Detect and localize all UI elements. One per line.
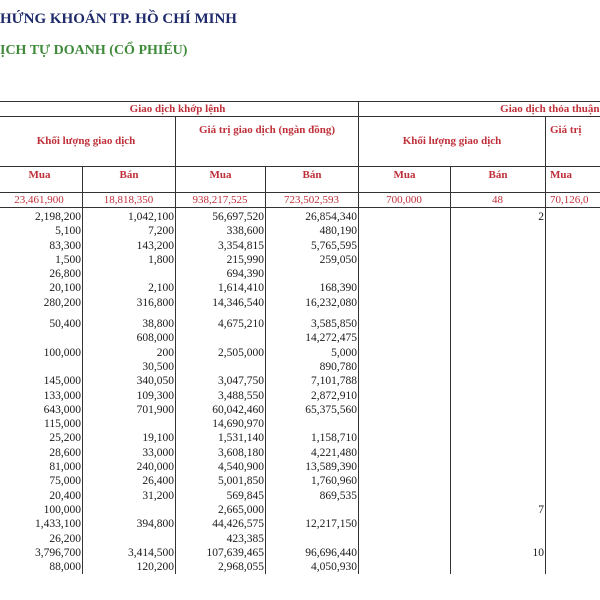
buy-sell-header-row (0, 167, 600, 193)
table-cell: 1,433,100 (0, 517, 83, 531)
table-cell (546, 296, 600, 310)
table-cell (451, 389, 546, 403)
totals-row (0, 193, 600, 208)
table-row (0, 281, 600, 295)
table-cell (266, 503, 359, 517)
subheader-matched-volume: Khối lượng giao dịch (0, 117, 176, 167)
table-cell: 4,540,900 (176, 460, 266, 474)
table-cell: 109,300 (83, 389, 176, 403)
table-cell: 316,800 (83, 296, 176, 310)
table-cell: 2,968,055 (176, 560, 266, 574)
table-cell (546, 560, 600, 574)
table-cell (546, 253, 600, 267)
table-cell (546, 532, 600, 546)
table-cell: 56,697,520 (176, 208, 266, 225)
table-row (0, 560, 600, 574)
table-cell (546, 474, 600, 488)
table-cell: 26,800 (0, 267, 83, 281)
table-cell: 16,232,080 (266, 296, 359, 310)
table-cell (546, 346, 600, 360)
table-cell: 2,198,200 (0, 208, 83, 225)
table-cell (359, 546, 451, 560)
table-cell (359, 239, 451, 253)
table-cell: 100,000 (0, 503, 83, 517)
table-cell (546, 417, 600, 431)
table-cell: 14,346,540 (176, 296, 266, 310)
table-row (0, 546, 600, 560)
column-header-buy: Mua (546, 167, 600, 193)
table-cell (451, 446, 546, 460)
table-cell (451, 460, 546, 474)
table-cell (451, 331, 546, 345)
table-row (0, 503, 600, 517)
table-cell: 240,000 (83, 460, 176, 474)
table-cell: 4,221,480 (266, 446, 359, 460)
table-cell (451, 560, 546, 574)
table-cell (359, 208, 451, 225)
table-cell (546, 224, 600, 238)
column-header-buy: Mua (0, 167, 83, 193)
table-cell (546, 331, 600, 345)
table-cell: 423,385 (176, 532, 266, 546)
table-cell (83, 503, 176, 517)
trading-table-container (0, 101, 600, 574)
total-cell: 723,502,593 (266, 193, 359, 208)
column-header-sell: Bán (83, 167, 176, 193)
table-row (0, 317, 600, 331)
table-cell: 1,158,710 (266, 431, 359, 445)
table-cell: 569,845 (176, 489, 266, 503)
table-cell: 5,100 (0, 224, 83, 238)
table-cell (546, 517, 600, 531)
table-cell (546, 460, 600, 474)
table-cell: 3,414,500 (83, 546, 176, 560)
table-cell: 869,535 (266, 489, 359, 503)
table-cell: 7,101,788 (266, 374, 359, 388)
table-cell: 120,200 (83, 560, 176, 574)
table-cell (546, 317, 600, 331)
table-cell: 2,872,910 (266, 389, 359, 403)
table-cell (451, 431, 546, 445)
table-cell: 200 (83, 346, 176, 360)
table-row (0, 208, 600, 225)
table-cell: 26,854,340 (266, 208, 359, 225)
table-cell: 26,400 (83, 474, 176, 488)
table-cell (359, 474, 451, 488)
subheader-negotiated-volume: Khối lượng giao dịch (359, 117, 546, 167)
table-cell (451, 403, 546, 417)
table-row (0, 389, 600, 403)
table-cell: 3,488,550 (176, 389, 266, 403)
table-cell (451, 267, 546, 281)
table-cell: 694,390 (176, 267, 266, 281)
table-cell (546, 281, 600, 295)
table-cell: 12,217,150 (266, 517, 359, 531)
table-cell: 338,600 (176, 224, 266, 238)
column-header-buy: Mua (176, 167, 266, 193)
table-cell (359, 532, 451, 546)
table-cell: 143,200 (83, 239, 176, 253)
table-cell (451, 239, 546, 253)
company-title: HỨNG KHOÁN TP. HỒ CHÍ MINH (0, 11, 237, 27)
table-cell: 38,800 (83, 317, 176, 331)
table-cell (359, 374, 451, 388)
table-cell (546, 239, 600, 253)
table-cell (359, 503, 451, 517)
table-cell (359, 460, 451, 474)
table-cell (546, 431, 600, 445)
table-cell: 83,300 (0, 239, 83, 253)
table-cell: 96,696,440 (266, 546, 359, 560)
table-cell (359, 331, 451, 345)
table-cell: 100,000 (0, 346, 83, 360)
table-cell: 14,690,970 (176, 417, 266, 431)
table-cell: 19,100 (83, 431, 176, 445)
subheader-matched-value: Giá trị giao dịch (ngàn đồng) (176, 117, 359, 167)
table-cell: 480,190 (266, 224, 359, 238)
table-cell (451, 281, 546, 295)
table-cell: 20,100 (0, 281, 83, 295)
table-cell: 133,000 (0, 389, 83, 403)
table-cell (359, 431, 451, 445)
table-cell: 3,585,850 (266, 317, 359, 331)
table-cell (451, 310, 546, 317)
total-cell: 700,000 (359, 193, 451, 208)
table-cell (451, 517, 546, 531)
table-cell (0, 331, 83, 345)
table-cell: 2,100 (83, 281, 176, 295)
table-row (0, 403, 600, 417)
table-row (0, 296, 600, 310)
table-cell (266, 310, 359, 317)
table-cell: 25,200 (0, 431, 83, 445)
table-cell (546, 489, 600, 503)
table-cell: 50,400 (0, 317, 83, 331)
column-header-sell: Bán (451, 167, 546, 193)
table-cell: 1,500 (0, 253, 83, 267)
table-cell (359, 224, 451, 238)
table-cell (451, 317, 546, 331)
trading-table (0, 101, 600, 574)
table-cell (451, 296, 546, 310)
table-cell (451, 474, 546, 488)
table-cell (83, 417, 176, 431)
table-cell: 2 (451, 208, 546, 225)
table-cell: 3,047,750 (176, 374, 266, 388)
table-cell: 10 (451, 546, 546, 560)
table-cell (0, 360, 83, 374)
table-row (0, 431, 600, 445)
total-cell: 938,217,525 (176, 193, 266, 208)
table-cell: 28,600 (0, 446, 83, 460)
table-cell: 33,000 (83, 446, 176, 460)
table-cell: 31,200 (83, 489, 176, 503)
table-cell (359, 403, 451, 417)
table-cell: 13,589,390 (266, 460, 359, 474)
table-cell (176, 331, 266, 345)
table-cell (546, 403, 600, 417)
table-cell: 60,042,460 (176, 403, 266, 417)
table-cell: 75,000 (0, 474, 83, 488)
table-cell: 394,800 (83, 517, 176, 531)
table-cell (176, 310, 266, 317)
table-cell: 65,375,560 (266, 403, 359, 417)
table-cell (359, 446, 451, 460)
table-cell: 2,505,000 (176, 346, 266, 360)
table-cell (266, 532, 359, 546)
table-cell (546, 389, 600, 403)
table-cell: 1,042,100 (83, 208, 176, 225)
subheader-negotiated-value: Giá trị (546, 117, 600, 167)
table-cell (451, 374, 546, 388)
table-cell (0, 310, 83, 317)
table-cell (83, 532, 176, 546)
column-header-buy: Mua (359, 167, 451, 193)
table-cell (451, 346, 546, 360)
table-row (0, 253, 600, 267)
table-cell: 280,200 (0, 296, 83, 310)
table-cell (546, 267, 600, 281)
table-cell (359, 489, 451, 503)
table-cell (546, 310, 600, 317)
table-cell: 1,614,410 (176, 281, 266, 295)
table-cell: 5,001,850 (176, 474, 266, 488)
total-cell: 23,461,900 (0, 193, 83, 208)
table-cell: 168,390 (266, 281, 359, 295)
table-cell (451, 532, 546, 546)
table-cell (359, 281, 451, 295)
table-cell (83, 267, 176, 281)
table-cell (546, 374, 600, 388)
table-cell (546, 360, 600, 374)
table-row (0, 532, 600, 546)
table-cell (266, 417, 359, 431)
table-row (0, 417, 600, 431)
table-cell: 259,050 (266, 253, 359, 267)
table-row (0, 474, 600, 488)
table-row (0, 489, 600, 503)
table-cell: 30,500 (83, 360, 176, 374)
total-cell: 70,126,0 (546, 193, 600, 208)
table-cell: 7,200 (83, 224, 176, 238)
table-cell (451, 360, 546, 374)
table-cell (359, 346, 451, 360)
table-cell (451, 253, 546, 267)
table-cell: 890,780 (266, 360, 359, 374)
table-cell (546, 503, 600, 517)
table-row (0, 360, 600, 374)
table-cell (83, 310, 176, 317)
table-cell: 1,531,140 (176, 431, 266, 445)
table-cell (359, 253, 451, 267)
table-cell: 3,354,815 (176, 239, 266, 253)
table-cell: 4,675,210 (176, 317, 266, 331)
table-row (0, 267, 600, 281)
table-cell: 145,000 (0, 374, 83, 388)
table-cell: 5,000 (266, 346, 359, 360)
table-cell: 115,000 (0, 417, 83, 431)
table-cell (359, 517, 451, 531)
table-cell: 701,900 (83, 403, 176, 417)
table-cell (359, 317, 451, 331)
table-cell: 20,400 (0, 489, 83, 503)
group-header-negotiated: Giao dịch thỏa thuận (359, 102, 600, 117)
table-cell (359, 360, 451, 374)
table-cell: 81,000 (0, 460, 83, 474)
table-cell (546, 446, 600, 460)
table-row (0, 374, 600, 388)
table-cell (176, 360, 266, 374)
table-cell: 340,050 (83, 374, 176, 388)
table-cell: 88,000 (0, 560, 83, 574)
table-cell: 3,796,700 (0, 546, 83, 560)
table-row (0, 239, 600, 253)
table-cell: 3,608,180 (176, 446, 266, 460)
table-cell (546, 546, 600, 560)
table-cell (266, 267, 359, 281)
table-cell: 5,765,595 (266, 239, 359, 253)
table-cell: 608,000 (83, 331, 176, 345)
table-row (0, 446, 600, 460)
table-cell: 44,426,575 (176, 517, 266, 531)
table-cell (546, 208, 600, 225)
table-cell (359, 296, 451, 310)
total-cell: 48 (451, 193, 546, 208)
table-cell (451, 224, 546, 238)
table-row (0, 224, 600, 238)
table-cell (451, 417, 546, 431)
table-cell (359, 389, 451, 403)
table-cell (359, 267, 451, 281)
table-cell: 107,639,465 (176, 546, 266, 560)
table-row (0, 310, 600, 317)
table-cell: 2,665,000 (176, 503, 266, 517)
table-cell: 1,800 (83, 253, 176, 267)
table-cell (359, 417, 451, 431)
table-cell (451, 489, 546, 503)
table-row (0, 346, 600, 360)
table-cell (359, 310, 451, 317)
table-cell: 643,000 (0, 403, 83, 417)
table-cell: 14,272,475 (266, 331, 359, 345)
table-cell: 26,200 (0, 532, 83, 546)
table-row (0, 517, 600, 531)
table-row (0, 460, 600, 474)
group-header-matched: Giao dịch khớp lệnh (0, 102, 359, 117)
table-cell: 7 (451, 503, 546, 517)
table-cell: 1,760,960 (266, 474, 359, 488)
table-row (0, 331, 600, 345)
report-title: ỊCH TỰ DOANH (CỔ PHIẾU) (0, 43, 188, 58)
table-cell (359, 560, 451, 574)
table-cell: 4,050,930 (266, 560, 359, 574)
total-cell: 18,818,350 (83, 193, 176, 208)
table-cell: 215,990 (176, 253, 266, 267)
column-header-sell: Bán (266, 167, 359, 193)
